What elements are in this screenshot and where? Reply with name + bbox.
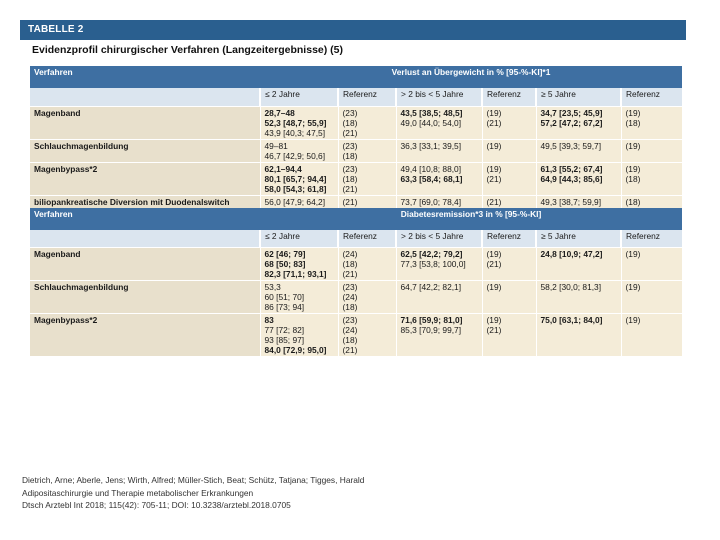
data-cell (536, 162, 621, 195)
citation-caption (22, 474, 364, 512)
table-row (30, 195, 682, 208)
cell-value: (18) (342, 150, 358, 161)
data-cell (482, 106, 536, 139)
procedure-name: biliopankreatische Diversion mit Duodenalswitch (30, 195, 260, 208)
data-cell (338, 106, 396, 139)
data-cell (482, 248, 536, 281)
cell-value: 93 [85; 97] (264, 335, 305, 345)
cell-value: 36,3 [33,1; 39,5] (400, 140, 462, 151)
cell-value: 86 [73; 94] (264, 302, 305, 312)
data-cell (482, 281, 536, 314)
data-cell (260, 162, 338, 195)
cell-value: (21) (486, 196, 502, 207)
subheader-row (30, 88, 682, 106)
table-row (30, 248, 682, 281)
cell-value: 68 [50; 83] (264, 259, 306, 269)
procedure-name: Schlauchmagenbildung (30, 281, 260, 314)
cell-value: 62 [46; 79] (264, 249, 306, 259)
cell-value: (18) (342, 117, 358, 128)
procedure-name: Magenband (30, 106, 260, 139)
table-row (30, 314, 682, 357)
cell-value: 84,0 [72,9; 95,0] (264, 345, 327, 355)
caption-reference: Dtsch Arztebl Int 2018; 115(42): 705-11; DOI: 10.3238/arztebl.2018.0705 (22, 500, 291, 511)
data-cell (536, 248, 621, 281)
data-cell (260, 314, 338, 357)
data-cell (536, 106, 621, 139)
cell-value: (19) (486, 315, 502, 325)
cell-value: (18) (342, 259, 358, 269)
cell-value: 62,1–94,4 (264, 163, 302, 174)
cell-value: 46,7 [42,9; 50,6] (264, 150, 326, 161)
cell-value: 49,4 [10,8; 88,0] (400, 163, 462, 174)
cell-value: (19) (486, 163, 502, 174)
cell-value: (23) (342, 282, 358, 292)
data-cell (396, 281, 482, 314)
cell-value: (18) (342, 335, 358, 345)
cell-value: 75,0 [63,1; 84,0] (540, 315, 603, 325)
cell-value: (19) (486, 140, 502, 151)
cell-value: 73,7 [69,0; 78,4] (400, 196, 462, 207)
cell-value: (21) (342, 269, 358, 279)
cell-value: 63,3 [58,4; 68,1] (400, 173, 463, 184)
subheader-cell: ≤ 2 Jahre (260, 230, 338, 248)
cell-value: 24,8 [10,9; 47,2] (540, 249, 603, 259)
procedure-name: Magenband (30, 248, 260, 281)
cell-value: (21) (486, 173, 502, 184)
cell-value: 53,3 (264, 282, 281, 292)
data-cell (482, 162, 536, 195)
cell-value: (19) (625, 140, 641, 151)
cell-value: 57,2 [47,2; 67,2] (540, 117, 603, 128)
subheader-cell: Referenz (338, 88, 396, 106)
cell-value: (21) (342, 345, 358, 355)
cell-value: (24) (342, 325, 358, 335)
data-cell (396, 195, 482, 208)
data-cell (621, 162, 682, 195)
cell-value: (19) (625, 249, 641, 259)
subheader-cell: ≥ 5 Jahre (536, 88, 621, 106)
evidence-table (30, 66, 682, 356)
cell-value: (19) (486, 249, 502, 259)
caption-article-title: Adipositaschirurgie und Therapie metabolischer Erkrankungen (22, 487, 254, 498)
cell-value: 34,7 [23,5; 45,9] (540, 107, 603, 118)
table-row (30, 162, 682, 195)
cell-value: (18) (342, 173, 358, 184)
cell-value: 85,3 [70,9; 99,7] (400, 325, 462, 335)
cell-value: 77 [72; 82] (264, 325, 305, 335)
cell-value: (19) (625, 107, 641, 118)
cell-value: (21) (342, 127, 358, 138)
data-cell (338, 248, 396, 281)
subheader-cell: > 2 bis < 5 Jahre (396, 88, 482, 106)
data-cell (396, 106, 482, 139)
cell-value: 71,6 [59,9; 81,0] (400, 315, 463, 325)
caption-authors: Dietrich, Arne; Aberle, Jens; Wirth, Alfred; Müller-Stich, Beat; Schütz, Tatjana; Tigges, Harald (22, 475, 365, 485)
data-cell (482, 195, 536, 208)
data-cell (621, 195, 682, 208)
cell-value: (19) (486, 282, 502, 292)
cell-value: 58,2 [30,0; 81,3] (540, 282, 602, 292)
subheader-spacer (30, 88, 260, 106)
table-row (30, 281, 682, 314)
cell-value: 64,7 [42,2; 82,1] (400, 282, 462, 292)
column-header-procedure: Verfahren (30, 208, 260, 230)
cell-value: 62,5 [42,2; 79,2] (400, 249, 463, 259)
data-cell (260, 248, 338, 281)
column-header-procedure: Verfahren (30, 66, 260, 88)
subheader-spacer (30, 230, 260, 248)
cell-value: 58,0 [54,3; 61,8] (264, 183, 327, 194)
subheader-row (30, 230, 682, 248)
cell-value: 56,0 [47,9; 64,2] (264, 196, 326, 207)
column-group-header: Verlust an Übergewicht in % [95-%-KI]*1 (260, 66, 682, 88)
data-cell (621, 281, 682, 314)
procedure-name: Magenbypass*2 (30, 162, 260, 195)
cell-value: (19) (625, 315, 641, 325)
cell-value: 49,0 [44,0; 54,0] (400, 117, 462, 128)
data-cell (536, 314, 621, 357)
data-cell (621, 139, 682, 162)
cell-value: 49,5 [39,3; 59,7] (540, 140, 602, 151)
cell-value: (19) (625, 282, 641, 292)
cell-value: (21) (342, 196, 358, 207)
cell-value: 82,3 [71,1; 93,1] (264, 269, 327, 279)
cell-value: (21) (486, 325, 502, 335)
data-cell (396, 314, 482, 357)
data-cell (621, 314, 682, 357)
data-cell (482, 314, 536, 357)
subheader-cell: Referenz (338, 230, 396, 248)
data-cell (621, 248, 682, 281)
data-cell (536, 195, 621, 208)
cell-value: (18) (625, 173, 641, 184)
data-cell (621, 106, 682, 139)
cell-value: 60 [51; 70] (264, 292, 305, 302)
data-cell (396, 139, 482, 162)
table-figure (20, 20, 686, 422)
data-cell (396, 162, 482, 195)
cell-value: 80,1 [65,7; 94,4] (264, 173, 327, 184)
subheader-cell: ≥ 5 Jahre (536, 230, 621, 248)
cell-value: 64,9 [44,3; 85,6] (540, 173, 603, 184)
procedure-name: Magenbypass*2 (30, 314, 260, 357)
subheader-cell: > 2 bis < 5 Jahre (396, 230, 482, 248)
cell-value: 77,3 [53,8; 100,0] (400, 259, 466, 269)
cell-value: 43,9 [40,3; 47,5] (264, 127, 326, 138)
data-cell (260, 281, 338, 314)
data-cell (536, 281, 621, 314)
data-cell (338, 195, 396, 208)
cell-value: (21) (486, 117, 502, 128)
data-cell (338, 281, 396, 314)
data-cell (338, 314, 396, 357)
cell-value: (23) (342, 107, 358, 118)
section-header-row (30, 208, 682, 230)
cell-value: (24) (342, 292, 358, 302)
cell-value: (21) (486, 259, 502, 269)
cell-value: 43,5 [38,5; 48,5] (400, 107, 463, 118)
cell-value: 83 (264, 315, 274, 325)
table-title: Evidenzprofil chirurgischer Verfahren (Langzeitergebnisse) (5) (32, 44, 343, 56)
data-cell (260, 139, 338, 162)
data-cell (536, 139, 621, 162)
table-row (30, 139, 682, 162)
subheader-cell: Referenz (621, 230, 682, 248)
cell-value: 28,7–48 (264, 107, 295, 118)
column-group-header: Diabetesremission*3 in % [95-%-KI] (260, 208, 682, 230)
section-header-row (30, 66, 682, 88)
data-cell (396, 248, 482, 281)
data-cell (482, 139, 536, 162)
cell-value: (23) (342, 140, 358, 151)
cell-value: 61,3 [55,2; 67,4] (540, 163, 603, 174)
subheader-cell: Referenz (621, 88, 682, 106)
procedure-name: Schlauchmagenbildung (30, 139, 260, 162)
cell-value: (19) (486, 107, 502, 118)
data-cell (260, 106, 338, 139)
table-row (30, 106, 682, 139)
cell-value: (24) (342, 249, 358, 259)
data-cell (338, 139, 396, 162)
cell-value: (19) (625, 163, 641, 174)
subheader-cell: Referenz (482, 88, 536, 106)
subheader-cell: ≤ 2 Jahre (260, 88, 338, 106)
cell-value: (23) (342, 315, 358, 325)
cell-value: (18) (625, 196, 641, 207)
cell-value: 52,3 [48,7; 55,9] (264, 117, 327, 128)
cell-value: (23) (342, 163, 358, 174)
subheader-cell: Referenz (482, 230, 536, 248)
cell-value: (21) (342, 183, 358, 194)
data-cell (260, 195, 338, 208)
cell-value: (18) (625, 117, 641, 128)
cell-value: (18) (342, 302, 358, 312)
cell-value: 49,3 [38,7; 59,9] (540, 196, 602, 207)
table-label: TABELLE 2 (20, 20, 686, 40)
data-cell (338, 162, 396, 195)
cell-value: 49–81 (264, 140, 288, 151)
